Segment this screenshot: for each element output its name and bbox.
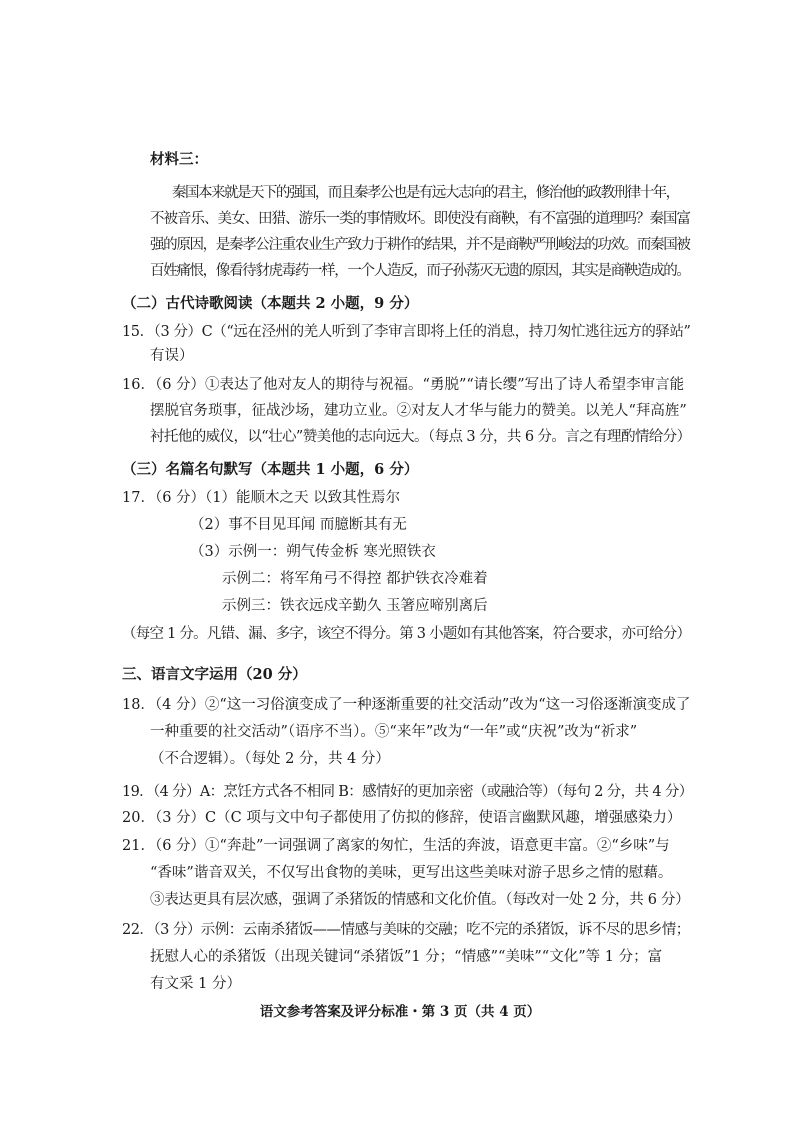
answer-line: 示例二：将军角弓不得控 都护铁衣冷难着 <box>222 571 488 587</box>
answer-line: （每空 1 分。凡错、漏、多字，该空不得分。第 3 小题如有其他答案，符合要求，亦可给分） <box>122 626 691 642</box>
material-line: 强的原因，是秦孝公注重农业生产致力于耕作的结果，并不是商鞅严刑峻法的功效。而秦国被 <box>150 237 690 253</box>
answer-line: 22．（3 分）示例：云南杀猪饭——情感与美味的交融；吃不完的杀猪饭，诉不尽的思乡情； <box>122 922 690 938</box>
answer-line: 示例三：铁衣远戍辛勤久 玉箸应啼别离后 <box>222 598 488 614</box>
answer-line: 16．（6 分）①表达了他对友人的期待与祝福。“勇脱”“请长缨”写出了诗人希望李审言能 <box>122 377 685 393</box>
answer-line: 19．（4 分）A：烹饪方式各不相同 B：感情好的更加亲密（或融洽等）（每句 2 分，共 4 分） <box>122 784 693 800</box>
answer-line: 抚慰人心的杀猪饭（出现关键词“杀猪饭”1 分；“情感”“美味”“文化”等 1 分；富 <box>150 949 663 965</box>
answer-line: （2）事不目见耳闻 而臆断其有无 <box>190 517 407 533</box>
section-heading: （二）古代诗歌阅读（本题共 2 小题，9 分） <box>122 295 419 312</box>
answer-line: 20．（3 分）C（C 项与文中句子都使用了仿拟的修辞，使语言幽默风趣，增强感染力） <box>122 810 682 826</box>
answer-line: 21．（6 分）①“奔赴”一词强调了离家的匆忙，生活的奔波，语意更丰富。②“乡味”与 <box>122 838 670 854</box>
section-heading: （三）名篇名句默写（本题共 1 小题，6 分） <box>122 461 419 478</box>
answer-line: ③表达更具有层次感，强调了杀猪饭的情感和文化价值。（每改对一处 2 分，共 6 分） <box>150 892 690 908</box>
material-line: 百姓痛恨，像看待豺虎毒药一样，一个人造反，而子孙荡灭无遗的原因，其实是商鞅造成的。 <box>150 263 690 279</box>
page-footer: 语文参考答案及评分标准・第 3 页（共 4 页） <box>259 1004 541 1020</box>
material-line: 不被音乐、美女、田猎、游乐一类的事情败坏。即使没有商鞅，有不富强的道理吗？秦国富 <box>150 211 690 227</box>
answer-line: 18．（4 分）②“这一习俗演变成了一种逐渐重要的社交活动”改为“这一习俗逐渐演变成了 <box>122 697 691 713</box>
answer-line: 有文采 1 分） <box>150 976 241 992</box>
answer-line: 衬托他的威仪，以“壮心”赞美他的志向远大。（每点 3 分，共 6 分。言之有理酌情给分） <box>150 429 691 445</box>
material-title: 材料三： <box>150 151 208 168</box>
answer-line: （不合逻辑）。（每处 2 分，共 4 分） <box>150 751 390 767</box>
answer-line: 有误） <box>150 348 194 364</box>
answer-line: 17．（6 分）（1）能顺木之天 以致其性焉尔 <box>122 490 401 506</box>
answer-line: （3）示例一：朔气传金柝 寒光照铁衣 <box>190 544 436 560</box>
material-line: 秦国本来就是天下的强国，而且秦孝公也是有远大志向的君主，修治他的政教刑律十年， <box>172 185 679 201</box>
answer-line: 15．（3 分）C（“远在泾州的羌人听到了李审言即将上任的消息，持刀匆忙逃往远方的驿站” <box>122 324 691 340</box>
answer-line: 摆脱官务琐事，征战沙场，建功立业。②对友人才华与能力的赞美。以羌人“拜高旌” <box>150 403 687 419</box>
part-heading: 三、语言文字运用（20 分） <box>122 666 307 683</box>
answer-line: 一种重要的社交活动”（语序不当）。⑤“来年”改为“一年”或“庆祝”改为“祈求” <box>150 724 638 740</box>
answer-line: “香味”谐音双关，不仅写出食物的美味，更写出这些美味对游子思乡之情的慰藉。 <box>150 865 673 881</box>
